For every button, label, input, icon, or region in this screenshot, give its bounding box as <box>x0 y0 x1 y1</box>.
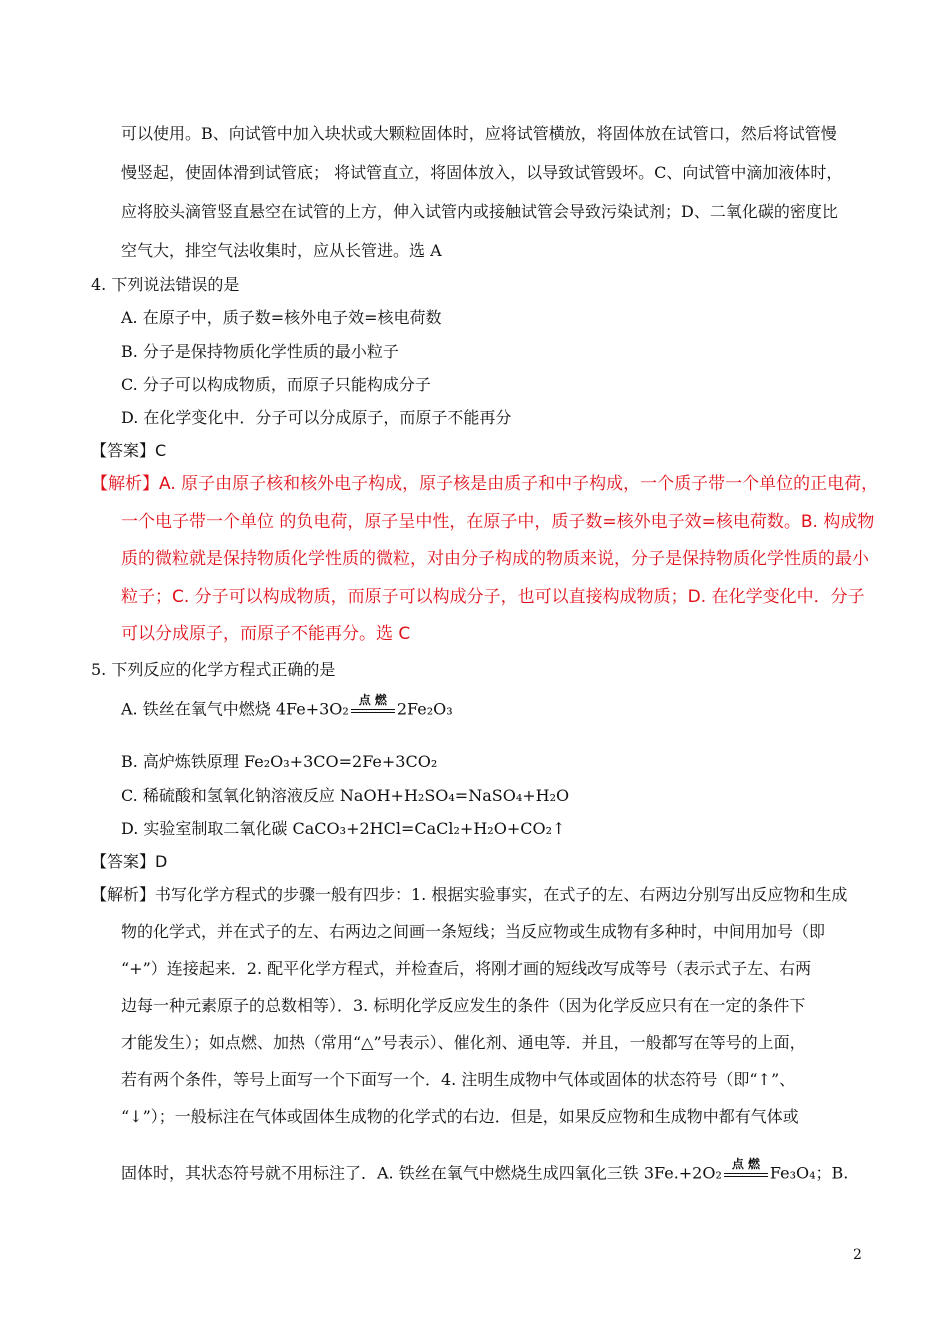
reaction-arrow <box>724 1157 768 1187</box>
q5-option-a <box>121 693 453 723</box>
q5-analysis-line-8-prefix: 固体时，其状态符号就不用标注了．A. 铁丝在氧气中燃烧生成四氧化三铁 3Fe.+2O₂ <box>121 1163 722 1183</box>
q5-analysis-line-5: 才能发生）；如点燃、加热（常用“△”号表示）、催化剂、通电等．并且，一般都写在等号的上面， <box>121 1033 806 1052</box>
q5-analysis-line-3: “+”）连接起来．2. 配平化学方程式，并检查后，将刚才画的短线改写成等号（表示式子左、右两 <box>121 959 812 978</box>
q5-option-d: D. 实验室制取二氧化碳 CaCO₃+2HCl=CaCl₂+H₂O+CO₂↑ <box>121 819 566 838</box>
q5-option-a-prefix: A. 铁丝在氧气中燃烧 4Fe+3O₂ <box>121 699 349 719</box>
q4-option-a: A. 在原子中，质子数=核外电子效=核电荷数 <box>121 308 442 327</box>
q4-answer: 【答案】C <box>91 441 167 460</box>
q5-analysis-line-2: 物的化学式，并在式子的左、右两边之间画一条短线；当反应物或生成物有多种时，中间用加号（即 <box>121 922 826 941</box>
q5-analysis-line-8-suffix: Fe₃O₄；B. <box>769 1163 849 1183</box>
q4-option-c: C. 分子可以构成物质，而原子只能构成分子 <box>121 375 431 394</box>
page-number: 2 <box>853 1247 862 1263</box>
q5-option-c: C. 稀硫酸和氢氧化钠溶液反应 NaOH+H₂SO₄=NaSO₄+H₂O <box>121 786 570 805</box>
prev-explanation-line-3: 应将胶头滴管竖直悬空在试管的上方，伸入试管内或接触试管会导致污染试剂；D、二氧化碳的密度比 <box>121 202 838 221</box>
reaction-condition: 点 燃 <box>358 693 387 707</box>
q4-analysis-line-1: 【解析】A. 原子由原子核和核外电子构成，原子核是由质子和中子构成，一个质子带一个单位的正电荷， <box>91 474 879 494</box>
q5-option-b: B. 高炉炼铁原理 Fe₂O₃+3CO=2Fe+3CO₂ <box>121 752 438 771</box>
reaction-arrow <box>351 693 395 723</box>
question-4-stem: 4. 下列说法错误的是 <box>91 275 240 294</box>
q4-analysis-line-4: 粒子；C. 分子可以构成物质，而原子可以构成分子，也可以直接构成物质；D. 在化学变化中．分子 <box>121 587 865 607</box>
q5-analysis-line-4: 边每一种元素原子的总数相等）．3. 标明化学反应发生的条件（因为化学反应只有在一定的条件下 <box>121 996 806 1015</box>
reaction-condition: 点 燃 <box>731 1157 760 1171</box>
q4-option-d: D. 在化学变化中．分子可以分成原子，而原子不能再分 <box>121 408 512 427</box>
q5-answer: 【答案】D <box>91 852 168 871</box>
q4-analysis-line-2: 一个电子带一个单位 的负电荷，原子呈中性，在原子中，质子数=核外电子效=核电荷数。B. 构成物 <box>121 512 875 532</box>
prev-explanation-line-1: 可以使用。B、向试管中加入块状或大颗粒固体时，应将试管横放，将固体放在试管口，然后将试管慢 <box>121 124 837 143</box>
q5-analysis-line-1: 【解析】书写化学方程式的步骤一般有四步：1. 根据实验事实，在式子的左、右两边分别写出反应物和生成 <box>91 885 848 904</box>
q4-analysis-line-3: 质的微粒就是保持物质化学性质的微粒，对由分子构成的物质来说，分子是保持物质化学性质的最小 <box>121 549 869 569</box>
q5-option-a-product: 2Fe₂O₃ <box>396 699 453 719</box>
prev-explanation-line-4: 空气大，排空气法收集时，应从长管进。选 A <box>121 241 442 260</box>
q4-analysis-line-5: 可以分成原子，而原子不能再分。选 C <box>121 624 411 644</box>
q5-analysis-line-7: “↓”）；一般标注在气体或固体生成物的化学式的右边．但是，如果反应物和生成物中都有气体或 <box>121 1107 799 1126</box>
q5-analysis-line-8 <box>121 1157 849 1187</box>
q4-option-b: B. 分子是保持物质化学性质的最小粒子 <box>121 342 399 361</box>
q5-analysis-line-6: 若有两个条件，等号上面写一个下面写一个．4. 注明生成物中气体或固体的状态符号（即“↑”、 <box>121 1070 796 1089</box>
prev-explanation-line-2: 慢竖起，使固体滑到试管底； 将试管直立，将固体放入，以导致试管毁坏。C、向试管中滴加液体时， <box>121 163 843 182</box>
question-5-stem: 5. 下列反应的化学方程式正确的是 <box>91 660 336 679</box>
